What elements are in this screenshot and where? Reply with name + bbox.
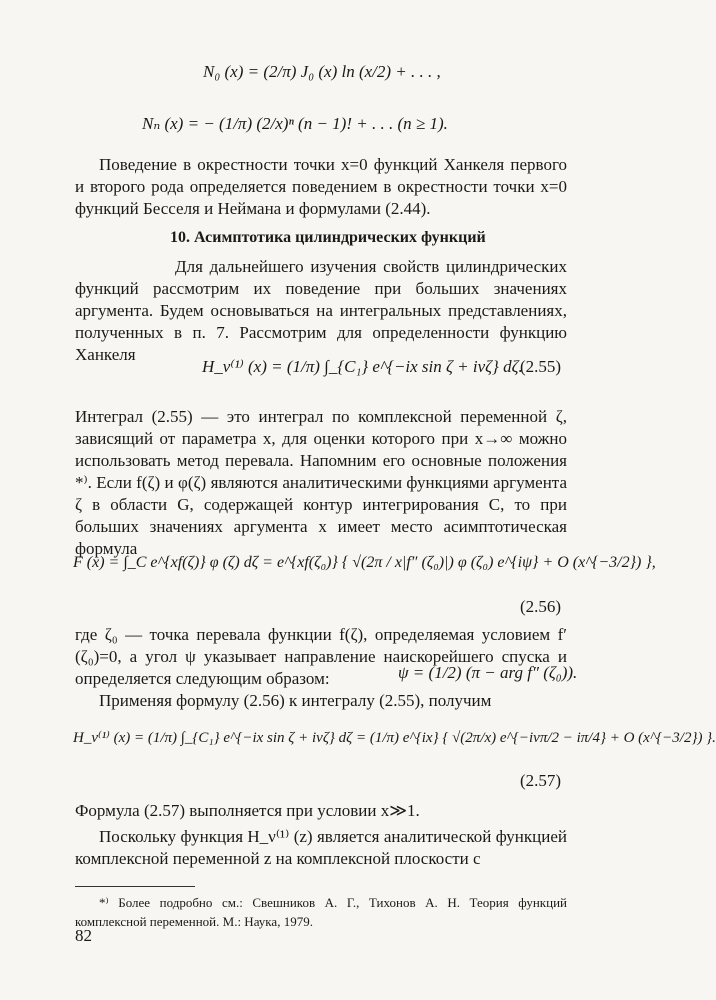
footnote-divider bbox=[75, 886, 195, 887]
paragraph-condition: Формула (2.57) выполняется при условии x≫1. bbox=[75, 801, 420, 820]
equation-number-2-55: (2.55) bbox=[520, 357, 562, 376]
paragraph-asymptotics-intro: Для дальнейшего изучения свойств цилиндрических функций рассмотрим их поведение при больших значениях аргумента. Будем основываться на интегральных представлениях, полученных в п. 7. Рассмотрим для определенности функцию Ханкеля bbox=[75, 257, 567, 364]
formula-n0: N₀ (x) = (2/π) J₀ (x) ln (x/2) + . . . , bbox=[203, 62, 441, 81]
page-number: 82 bbox=[75, 926, 92, 945]
equation-number-2-56: (2.56) bbox=[520, 597, 562, 616]
section-heading: 10. Асимптотика цилиндрических функций bbox=[170, 229, 486, 246]
paragraph-hankel-behavior: Поведение в окрестности точки x=0 функций Ханкеля первого и второго рода определяется поведением в окрестности точки x=0 функций Бесселя и Неймана и формулами (2.44). bbox=[75, 155, 567, 218]
paragraph-saddle-point-definition: где ζ₀ — точка перевала функции f(ζ), определяемая условием f′(ζ₀)=0, а угол ψ указывает направление наискорейшего спуска и определяется следующим образом: bbox=[75, 625, 567, 688]
formula-hankel-integral: H_ν⁽¹⁾ (x) = (1/π) ∫_{C₁} e^{−ix sin ζ + iνζ} dζ. bbox=[202, 357, 523, 376]
paragraph-analytic-function: Поскольку функция H_ν⁽¹⁾ (z) является аналитической функцией комплексной переменной z на комплексной плоскости с bbox=[75, 827, 567, 868]
paragraph-saddle-point: Интеграл (2.55) — это интеграл по комплексной переменной ζ, зависящий от параметра x, для оценки которого при x→∞ можно использовать метод перевала. Напомним его основные положения *⁾. Если f(ζ) и φ(ζ) являются аналитическими функциями аргумента ζ в области G, содержащей контур интегрирования C, то при больших значениях аргумента x имеет место асимптотическая формула bbox=[75, 407, 567, 558]
formula-saddle-point: F (x) = ∫_C e^{xf(ζ)} φ (ζ) dζ = e^{xf(ζ₀)} { √(2π / x|f″ (ζ₀)|) φ (ζ₀) e^{iψ} + O (x^{−3/2}) }, bbox=[73, 554, 656, 571]
formula-nn: Nₙ (x) = − (1/π) (2/x)ⁿ (n − 1)! + . . . (n ≥ 1). bbox=[142, 114, 448, 133]
formula-hankel-asymptotic: H_ν⁽¹⁾ (x) = (1/π) ∫_{C₁} e^{−ix sin ζ + iνζ} dζ = (1/π) e^{ix} { √(2π/x) e^{−iνπ/2 − iπ/4} + O (x^{−3/2}) }. bbox=[73, 730, 716, 746]
equation-number-2-57: (2.57) bbox=[520, 771, 562, 790]
footnote: *⁾ Более подробно см.: Свешников А. Г., Тихонов А. Н. Теория функций комплексной переменной. М.: Наука, 1979. bbox=[75, 895, 567, 929]
paragraph-apply-formula: Применяя формулу (2.56) к интегралу (2.55), получим bbox=[99, 691, 492, 710]
formula-psi: ψ = (1/2) (π − arg f″ (ζ₀)). bbox=[398, 663, 578, 682]
